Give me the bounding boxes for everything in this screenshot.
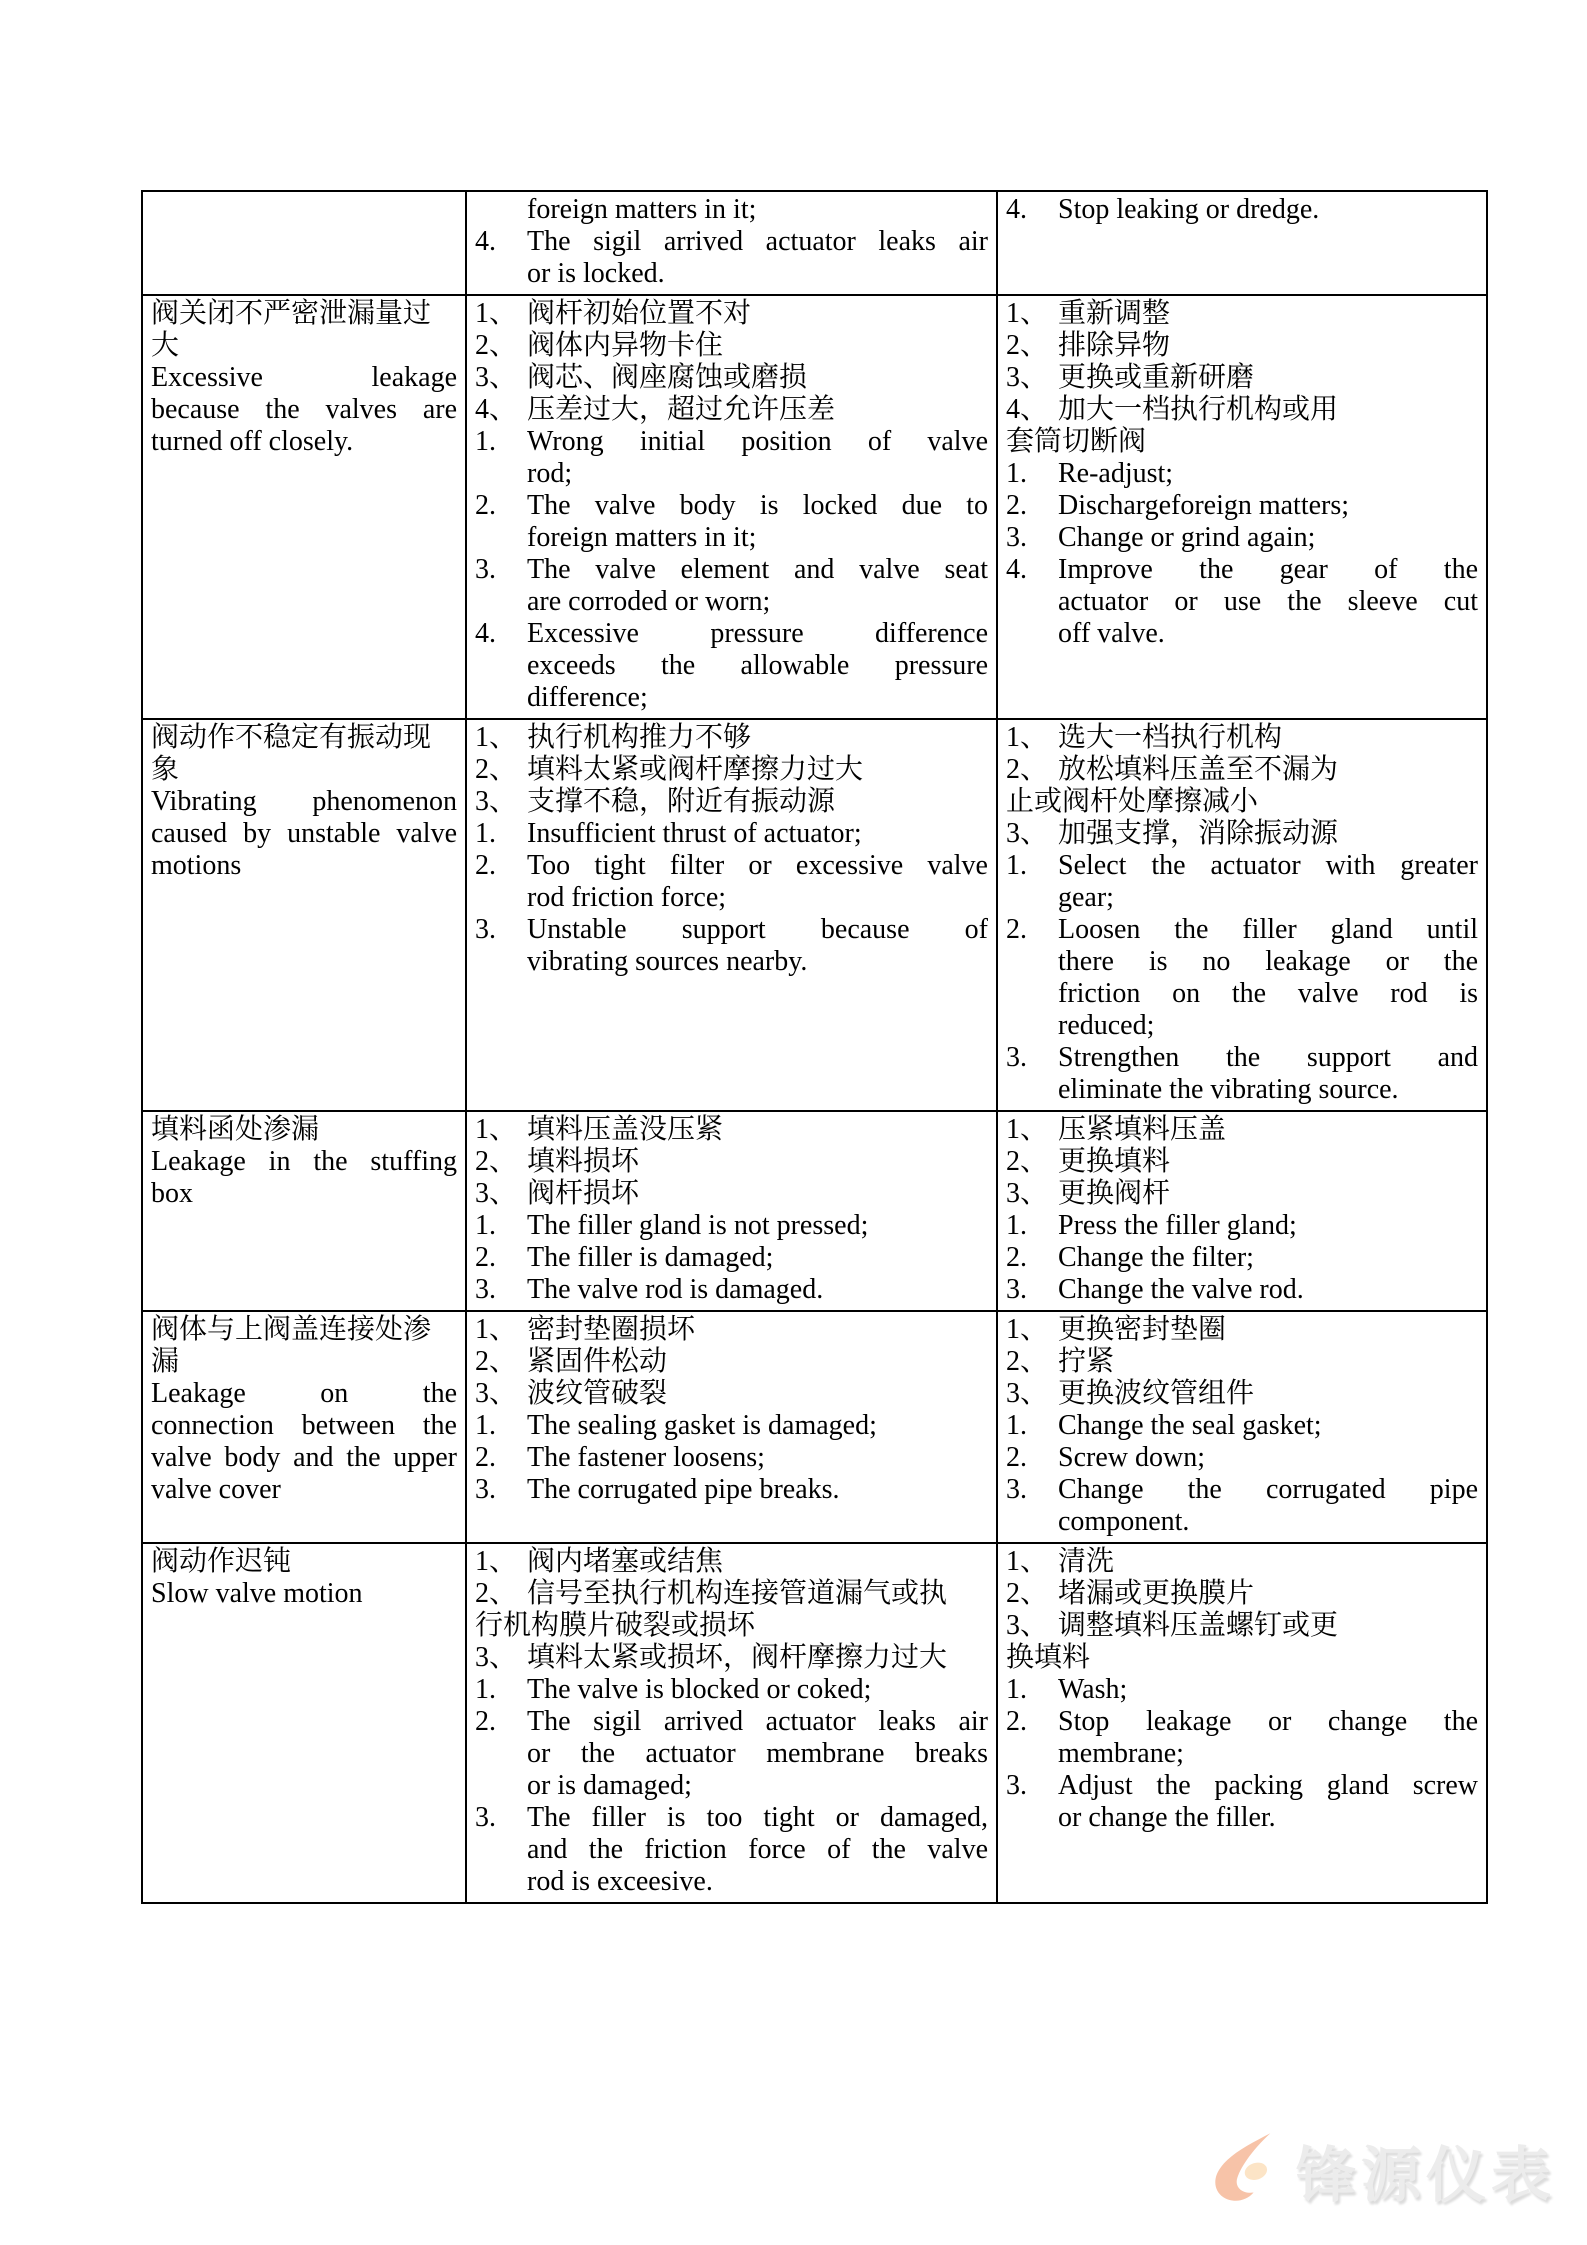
text-line: 止或阀杆处摩擦减小 — [1006, 786, 1259, 817]
text-line — [475, 194, 988, 226]
table-cell — [142, 191, 466, 295]
text-line: eliminate the vibrating source. — [1058, 1074, 1399, 1105]
text-line — [475, 1346, 988, 1378]
text-line — [1006, 1314, 1478, 1346]
item-text: Change or grind again; — [1058, 522, 1316, 553]
text-line: reduced; — [1058, 1010, 1155, 1041]
item-text: 填料损坏 — [527, 1146, 640, 1177]
text-line — [1006, 554, 1478, 586]
item-number: 4. — [475, 618, 496, 649]
item-text: Insufficient thrust of actuator; — [527, 818, 862, 849]
text-line: or is damaged; — [527, 1770, 692, 1801]
item-text: 堵漏或更换膜片 — [1058, 1578, 1255, 1609]
text-line — [475, 850, 988, 882]
item-text: 选大一档执行机构 — [1058, 722, 1283, 753]
text-line — [475, 1178, 988, 1210]
item-text: 阀内堵塞或结焦 — [527, 1546, 724, 1577]
text-line — [1006, 1770, 1478, 1802]
item-text: Change the seal gasket; — [1058, 1410, 1322, 1441]
text-line — [475, 1410, 988, 1442]
item-text: Select the actuator with greater — [1058, 850, 1478, 881]
item-text: 排除异物 — [1058, 330, 1171, 361]
item-number: 3. — [1006, 1042, 1027, 1073]
item-number: 3、 — [1006, 1610, 1049, 1641]
text-line — [1006, 1242, 1478, 1274]
item-text: Too tight filter or excessive valve — [527, 850, 988, 881]
item-text: 清洗 — [1058, 1546, 1115, 1577]
fault-table — [141, 190, 1488, 1904]
text-line: rod is exceesive. — [527, 1866, 713, 1897]
text-line — [1006, 754, 1478, 786]
item-text: 填料太紧或损坏，阀杆摩擦力过大 — [527, 1642, 948, 1673]
item-number: 1. — [1006, 1410, 1027, 1441]
item-number: 2、 — [1006, 1146, 1049, 1177]
item-text: 阀杆初始位置不对 — [527, 298, 752, 329]
item-number: 3. — [475, 554, 496, 585]
table-row — [142, 1111, 1487, 1311]
item-text: The valve is blocked or coked; — [527, 1674, 872, 1705]
item-number: 3. — [1006, 1474, 1027, 1505]
item-text: The valve element and valve seat — [527, 554, 988, 585]
text-line — [475, 1378, 988, 1410]
text-line — [475, 1442, 988, 1474]
text-line — [1006, 1674, 1478, 1706]
item-number: 2、 — [475, 754, 518, 785]
text-line — [475, 1210, 988, 1242]
item-number: 1. — [1006, 1210, 1027, 1241]
item-number: 1、 — [475, 1114, 518, 1145]
text-line: 行机构膜片破裂或损坏 — [475, 1610, 756, 1641]
item-text: The valve body is locked due to — [527, 490, 988, 521]
item-number: 1. — [475, 818, 496, 849]
text-line — [475, 362, 988, 394]
item-text: 压紧填料压盖 — [1058, 1114, 1227, 1145]
item-text: 拧紧 — [1058, 1346, 1115, 1377]
text-line: because the valves are — [151, 394, 457, 425]
text-line — [475, 1474, 988, 1506]
item-number: 2. — [1006, 1706, 1027, 1737]
text-line: motions — [151, 850, 242, 881]
table-cell — [997, 1543, 1487, 1903]
item-number: 1、 — [1006, 1314, 1049, 1345]
text-line: actuator or use the sleeve cut — [1058, 586, 1478, 617]
item-number: 2. — [1006, 914, 1027, 945]
item-text: The sealing gasket is damaged; — [527, 1410, 877, 1441]
item-text: Unstable support because of — [527, 914, 988, 945]
text-line — [475, 1242, 988, 1274]
text-line — [1006, 1146, 1478, 1178]
item-number: 3、 — [475, 1178, 518, 1209]
item-number: 2. — [1006, 1442, 1027, 1473]
text-line: 换填料 — [1006, 1642, 1091, 1673]
text-line — [1006, 1410, 1478, 1442]
item-text: The sigil arrived actuator leaks air — [527, 1706, 988, 1737]
item-text: The filler is too tight or damaged, — [527, 1802, 988, 1833]
text-line — [1006, 1274, 1478, 1306]
text-line — [1006, 818, 1478, 850]
item-number: 1、 — [1006, 1546, 1049, 1577]
text-line: Vibrating phenomenon — [151, 786, 457, 817]
item-text: 紧固件松动 — [527, 1346, 668, 1377]
table-row — [142, 719, 1487, 1111]
text-line: and the friction force of the valve — [527, 1834, 988, 1865]
item-text: 加大一档执行机构或用 — [1058, 394, 1339, 425]
text-line — [475, 426, 988, 458]
item-text: 填料压盖没压紧 — [527, 1114, 724, 1145]
text-line — [1006, 1578, 1478, 1610]
table-cell — [997, 719, 1487, 1111]
text-line: 填料函处渗漏 — [151, 1114, 320, 1145]
document-page — [141, 190, 1488, 1904]
item-number: 1、 — [1006, 298, 1049, 329]
text-line — [475, 1114, 988, 1146]
item-number: 3. — [475, 1802, 496, 1833]
item-number: 4. — [1006, 194, 1027, 225]
item-text: Screw down; — [1058, 1442, 1205, 1473]
text-line: rod; — [527, 458, 573, 489]
text-line: there is no leakage or the — [1058, 946, 1478, 977]
item-number: 4、 — [1006, 394, 1049, 425]
text-line — [1006, 1114, 1478, 1146]
item-number: 1、 — [475, 722, 518, 753]
text-line — [475, 554, 988, 586]
fengyuan-swoosh-icon — [1208, 2133, 1284, 2210]
text-line — [1006, 194, 1478, 226]
item-text: The valve rod is damaged. — [527, 1274, 824, 1305]
text-line — [475, 1314, 988, 1346]
item-number: 1、 — [1006, 1114, 1049, 1145]
table-cell — [466, 1311, 997, 1543]
item-number: 3、 — [1006, 1178, 1049, 1209]
text-line — [475, 786, 988, 818]
item-text: 阀杆损坏 — [527, 1178, 640, 1209]
table-cell — [997, 295, 1487, 719]
text-line — [1006, 914, 1478, 946]
item-number: 2、 — [1006, 1346, 1049, 1377]
table-cell — [142, 1311, 466, 1543]
text-line: 阀体与上阀盖连接处渗 — [151, 1314, 432, 1345]
item-number: 3. — [475, 1274, 496, 1305]
item-number: 1. — [475, 426, 496, 457]
table-cell — [142, 719, 466, 1111]
item-text: Wrong initial position of valve — [527, 426, 988, 457]
item-text: The fastener loosens; — [527, 1442, 765, 1473]
item-text: Adjust the packing gland screw — [1058, 1770, 1478, 1801]
item-text: Press the filler gland; — [1058, 1210, 1297, 1241]
text-line: foreign matters in it; — [527, 522, 757, 553]
item-number: 2. — [475, 1242, 496, 1273]
text-line — [475, 1802, 988, 1834]
text-line — [475, 1642, 988, 1674]
text-line — [475, 394, 988, 426]
table-row — [142, 295, 1487, 719]
text-line: Excessive leakage — [151, 362, 457, 393]
text-line: 漏 — [151, 1346, 180, 1377]
text-line: Leakage on the — [151, 1378, 457, 1409]
text-line: membrane; — [1058, 1738, 1184, 1769]
text-line: or change the filler. — [1058, 1802, 1276, 1833]
item-number: 2. — [1006, 1242, 1027, 1273]
item-number: 2、 — [1006, 754, 1049, 785]
item-text: Change the corrugated pipe — [1058, 1474, 1478, 1505]
item-number: 3、 — [475, 1378, 518, 1409]
item-text: Stop leakage or change the — [1058, 1706, 1478, 1737]
item-text: Change the filter; — [1058, 1242, 1254, 1273]
item-text: 信号至执行机构连接管道漏气或执 — [527, 1578, 948, 1609]
table-cell — [142, 1111, 466, 1311]
text-line: 大 — [151, 330, 180, 361]
item-text: The filler is damaged; — [527, 1242, 774, 1273]
item-number: 1. — [475, 1210, 496, 1241]
text-line: or is locked. — [527, 258, 665, 289]
item-text: 执行机构推力不够 — [527, 722, 752, 753]
text-line — [1006, 490, 1478, 522]
item-text: 加强支撑，消除振动源 — [1058, 818, 1339, 849]
text-line: valve body and the upper — [151, 1442, 457, 1473]
text-line: 阀关闭不严密泄漏量过 — [151, 298, 432, 329]
text-line — [475, 754, 988, 786]
item-number: 2、 — [475, 330, 518, 361]
item-number: 1. — [1006, 1674, 1027, 1705]
item-text: The corrugated pipe breaks. — [527, 1474, 840, 1505]
text-line — [1006, 1346, 1478, 1378]
item-text: Strengthen the support and — [1058, 1042, 1478, 1073]
table-row — [142, 191, 1487, 295]
text-line: vibrating sources nearby. — [527, 946, 808, 977]
item-number: 3、 — [1006, 1378, 1049, 1409]
text-line: exceeds the allowable pressure — [527, 650, 988, 681]
text-line — [1006, 1210, 1478, 1242]
text-line: 套筒切断阀 — [1006, 426, 1147, 457]
text-line — [475, 1578, 988, 1610]
table-cell — [142, 1543, 466, 1903]
item-number: 2、 — [1006, 1578, 1049, 1609]
text-line — [1006, 1378, 1478, 1410]
item-number: 4、 — [475, 394, 518, 425]
item-number: 1、 — [475, 298, 518, 329]
item-number: 2、 — [475, 1146, 518, 1177]
item-text: 阀体内异物卡住 — [527, 330, 724, 361]
item-text: foreign matters in it; — [527, 194, 757, 225]
item-text: 更换或重新研磨 — [1058, 362, 1255, 393]
item-number: 1. — [475, 1674, 496, 1705]
text-line — [475, 1146, 988, 1178]
text-line: component. — [1058, 1506, 1190, 1537]
item-number: 3、 — [475, 786, 518, 817]
text-line — [475, 618, 988, 650]
table-cell — [466, 1111, 997, 1311]
text-line — [1006, 1442, 1478, 1474]
item-number: 2. — [475, 490, 496, 521]
item-text: 放松填料压盖至不漏为 — [1058, 754, 1339, 785]
item-text: Wash; — [1058, 1674, 1128, 1705]
text-line: 阀动作不稳定有振动现 — [151, 722, 432, 753]
table-cell — [466, 1543, 997, 1903]
text-line: gear; — [1058, 882, 1114, 913]
text-line: are corroded or worn; — [527, 586, 771, 617]
table-cell — [466, 191, 997, 295]
text-line — [1006, 1610, 1478, 1642]
item-number: 3、 — [475, 1642, 518, 1673]
item-text: 更换波纹管组件 — [1058, 1378, 1255, 1409]
item-number: 4. — [1006, 554, 1027, 585]
item-number: 3. — [1006, 522, 1027, 553]
text-line — [475, 914, 988, 946]
text-line: Leakage in the stuffing — [151, 1146, 457, 1177]
item-text: 调整填料压盖螺钉或更 — [1058, 1610, 1339, 1641]
item-number: 3. — [1006, 1274, 1027, 1305]
item-text: Change the valve rod. — [1058, 1274, 1304, 1305]
text-line — [1006, 850, 1478, 882]
text-line — [1006, 1546, 1478, 1578]
text-line: turned off closely. — [151, 426, 354, 457]
table-row — [142, 1543, 1487, 1903]
text-line — [475, 1274, 988, 1306]
item-number: 2、 — [475, 1346, 518, 1377]
item-text: 密封垫圈损坏 — [527, 1314, 696, 1345]
text-line: connection between the — [151, 1410, 457, 1441]
text-line — [475, 1706, 988, 1738]
item-number: 2. — [475, 1442, 496, 1473]
item-number: 2、 — [475, 1578, 518, 1609]
fengyuan-logo — [1208, 2128, 1556, 2214]
text-line — [1006, 394, 1478, 426]
text-line — [475, 490, 988, 522]
text-line: box — [151, 1178, 193, 1209]
text-line: caused by unstable valve — [151, 818, 457, 849]
item-text: 更换填料 — [1058, 1146, 1171, 1177]
item-text: 填料太紧或阀杆摩擦力过大 — [527, 754, 864, 785]
item-text: 更换阀杆 — [1058, 1178, 1171, 1209]
item-number: 3. — [475, 1474, 496, 1505]
text-line — [475, 330, 988, 362]
item-number: 3、 — [475, 362, 518, 393]
text-line — [1006, 298, 1478, 330]
item-text: 更换密封垫圈 — [1058, 1314, 1227, 1345]
text-line — [475, 298, 988, 330]
table-cell — [997, 191, 1487, 295]
text-line — [475, 226, 988, 258]
item-number: 1. — [1006, 850, 1027, 881]
item-number: 1、 — [475, 1546, 518, 1577]
text-line — [475, 722, 988, 754]
item-text: 波纹管破裂 — [527, 1378, 668, 1409]
item-number: 2、 — [1006, 330, 1049, 361]
item-number: 2. — [475, 850, 496, 881]
item-number: 1. — [475, 1410, 496, 1441]
text-line — [475, 818, 988, 850]
item-text: Dischargeforeign matters; — [1058, 490, 1350, 521]
table-cell — [142, 295, 466, 719]
table-cell — [997, 1311, 1487, 1543]
text-line — [1006, 458, 1478, 490]
item-number: 1、 — [1006, 722, 1049, 753]
text-line: rod friction force; — [527, 882, 727, 913]
item-number: 1. — [1006, 458, 1027, 489]
item-text: 重新调整 — [1058, 298, 1171, 329]
text-line — [1006, 1474, 1478, 1506]
text-line: 象 — [151, 754, 180, 785]
item-text: Excessive pressure difference — [527, 618, 988, 649]
item-number: 2. — [475, 1706, 496, 1737]
item-number: 3. — [1006, 1770, 1027, 1801]
item-text: 支撑不稳，附近有振动源 — [527, 786, 836, 817]
text-line — [1006, 1178, 1478, 1210]
item-number: 2. — [1006, 490, 1027, 521]
text-line — [1006, 722, 1478, 754]
text-line: friction on the valve rod is — [1058, 978, 1478, 1009]
text-line: Slow valve motion — [151, 1578, 363, 1609]
text-line: 阀动作迟钝 — [151, 1546, 292, 1577]
text-line: off valve. — [1058, 618, 1165, 649]
table-cell — [466, 719, 997, 1111]
item-text: The sigil arrived actuator leaks air — [527, 226, 988, 257]
text-line: difference; — [527, 682, 648, 713]
text-line — [475, 1674, 988, 1706]
item-number: 4. — [475, 226, 496, 257]
table-cell — [466, 295, 997, 719]
item-number: 3、 — [1006, 362, 1049, 393]
item-text: Stop leaking or dredge. — [1058, 194, 1320, 225]
text-line — [1006, 1706, 1478, 1738]
text-line: valve cover — [151, 1474, 281, 1505]
text-line — [1006, 522, 1478, 554]
item-number: 3、 — [1006, 818, 1049, 849]
item-text: Loosen the filler gland until — [1058, 914, 1478, 945]
item-number: 1、 — [475, 1314, 518, 1345]
table-cell — [997, 1111, 1487, 1311]
text-line — [1006, 1042, 1478, 1074]
item-text: 压差过大，超过允许压差 — [527, 394, 836, 425]
item-text: The filler gland is not pressed; — [527, 1210, 869, 1241]
item-number: 3. — [475, 914, 496, 945]
fengyuan-wordmark: 锋源仪表 — [1296, 2141, 1556, 2211]
text-line: or the actuator membrane breaks — [527, 1738, 988, 1769]
item-text: Improve the gear of the — [1058, 554, 1478, 585]
text-line — [475, 1546, 988, 1578]
item-text: 阀芯、阀座腐蚀或磨损 — [527, 362, 808, 393]
item-text: Re-adjust; — [1058, 458, 1174, 489]
table-row — [142, 1311, 1487, 1543]
text-line — [1006, 362, 1478, 394]
text-line — [1006, 330, 1478, 362]
